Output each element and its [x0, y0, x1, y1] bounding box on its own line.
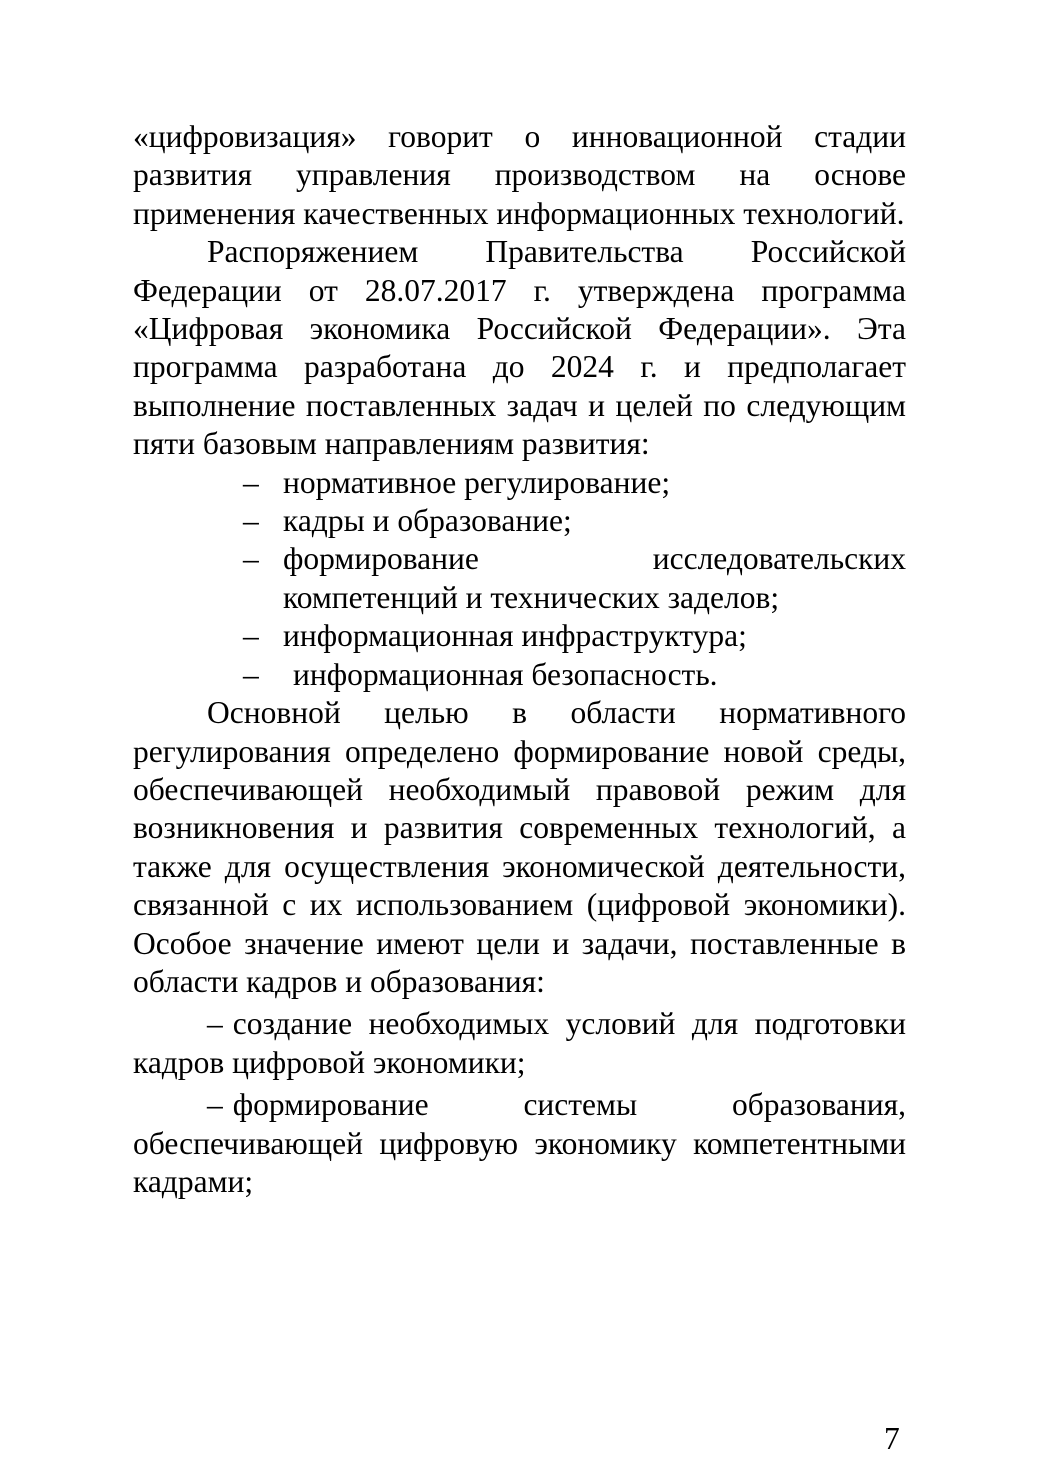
- dash-marker: –: [243, 541, 259, 577]
- list-item-text: информационная безопасность.: [293, 656, 718, 692]
- list-item: [133, 656, 906, 694]
- list-item-text: кадры и образование;: [283, 503, 572, 539]
- list-item: [133, 617, 906, 655]
- dash-marker: –: [207, 1006, 223, 1042]
- dash-marker: –: [243, 618, 259, 654]
- paragraph-digitalization: «цифровизация» говорит о инновационной стадии развития управления производством на основе применения качественных информационных технологий.: [133, 119, 906, 231]
- list-item-text: информационная инфраструктура;: [283, 618, 747, 654]
- paragraph-government-order: Распоряжением Правительства Российской Федерации от 28.07.2017 г. утверждена программа «Цифровая экономика Российской Федерации». Эта программа разработана до 2024 г. и предполагает выполнение поставленных задач и целей по следующим пяти базовым направлениям развития:: [133, 234, 906, 462]
- page-number: 7: [884, 1421, 900, 1456]
- education-goal-text: создание необходимых условий для подготовки кадров цифровой экономики;: [133, 1006, 906, 1080]
- document-page: [133, 118, 906, 1201]
- list-item-text: нормативное регулирование;: [283, 464, 671, 500]
- education-goal-item: [133, 1005, 906, 1082]
- list-item: [133, 464, 906, 502]
- education-goal-text: формирование системы образования, обеспечивающей цифровую экономику компетентными кадрами;: [133, 1087, 906, 1199]
- directions-list: [133, 464, 906, 694]
- list-item: [133, 540, 906, 617]
- dash-marker: –: [243, 656, 259, 692]
- dash-marker: –: [243, 464, 259, 500]
- list-item-text: формирование исследовательских компетенций и технических заделов;: [283, 541, 906, 615]
- education-goal-item: [133, 1086, 906, 1201]
- paragraph-regulation-goal: Основной целью в области нормативного регулирования определено формирование новой среды, обеспечивающей необходимый правовой режим для возникновения и развития современных технологий, а также для осуществления экономической деятельности, связанной с их использованием (цифровой экономики). Особое значение имеют цели и задачи, поставленные в области кадров и образования:: [133, 695, 906, 999]
- dash-marker: –: [243, 503, 259, 539]
- dash-marker: –: [207, 1087, 223, 1123]
- list-item: [133, 502, 906, 540]
